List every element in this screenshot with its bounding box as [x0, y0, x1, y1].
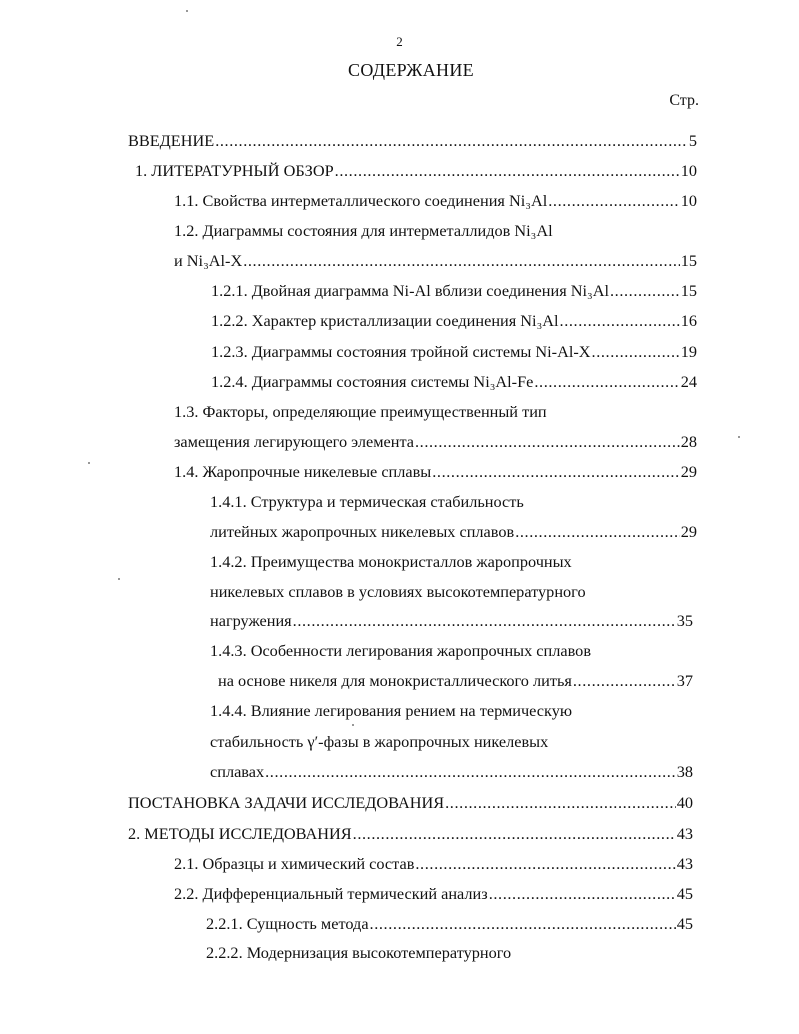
- toc-entry-title: на основе никеля для монокристаллического литья: [218, 671, 572, 690]
- toc-entry: [210, 700, 572, 722]
- toc-page-number: 5: [688, 131, 697, 150]
- toc-entry-title: 1.4.2. Преимущества монокристаллов жаропрочных: [210, 552, 572, 571]
- toc-entry-title: 1.2.4. Диаграммы состояния системы Ni₃Al-Fe: [211, 372, 534, 391]
- toc-entry: [210, 610, 693, 632]
- toc-entry: [135, 160, 697, 182]
- toc-entry: [206, 913, 693, 935]
- toc-entry-title: 1.4. Жаропрочные никелевые сплавы: [174, 462, 432, 481]
- toc-entry-title: 2.2. Дифференциальный термический анализ: [174, 884, 488, 903]
- dot-leader: [415, 431, 680, 453]
- toc-entry-title: нагружения: [210, 611, 292, 630]
- toc-page-number: 45: [676, 914, 693, 933]
- toc-entry: [211, 371, 697, 393]
- scan-speck: [186, 10, 188, 12]
- toc-entry: [218, 670, 693, 692]
- toc-page-number: 38: [676, 762, 693, 781]
- toc-page-number: 24: [680, 372, 697, 391]
- toc-page-number: 28: [680, 432, 697, 451]
- scan-speck: [352, 724, 354, 726]
- toc-entry-title: стабильность γ′-фазы в жаропрочных никелевых: [210, 732, 549, 751]
- toc-entry-title: сплавах: [210, 762, 265, 781]
- toc-entry: [211, 341, 697, 363]
- toc-entry: [174, 190, 697, 212]
- toc-page-number: 43: [676, 824, 693, 843]
- toc-entry: [210, 521, 697, 543]
- toc-entry: [210, 761, 693, 783]
- dot-leader: [548, 190, 679, 212]
- toc-page-number: 40: [676, 793, 693, 812]
- toc-entry-title: 1.2. Диаграммы состояния для интерметаллидов Ni₃Al: [174, 221, 553, 240]
- dot-leader: [592, 341, 680, 363]
- toc-entry-title: 2.1. Образцы и химический состав: [174, 854, 415, 873]
- dot-leader: [293, 610, 676, 632]
- toc-entry: [206, 942, 511, 964]
- dot-leader: [243, 250, 680, 272]
- dot-leader: [335, 160, 680, 182]
- toc-entry-title: 2. МЕТОДЫ ИССЛЕДОВАНИЯ: [128, 824, 352, 843]
- toc-page-number: 19: [680, 342, 697, 361]
- toc-entry-title: 1.3. Факторы, определяющие преимущественный тип: [174, 402, 547, 421]
- dot-leader: [515, 521, 680, 543]
- toc-entry: [174, 401, 547, 423]
- dot-leader: [353, 823, 676, 845]
- dot-leader: [560, 310, 680, 332]
- toc-page-number: 45: [676, 884, 693, 903]
- toc-page-number: 15: [680, 281, 697, 300]
- toc-page-number: 35: [676, 611, 693, 630]
- dot-leader: [370, 913, 676, 935]
- toc-entry: [211, 310, 697, 332]
- toc-entry: [174, 250, 697, 272]
- toc-page-number: 43: [676, 854, 693, 873]
- dot-leader: [265, 761, 676, 783]
- dot-leader: [445, 792, 676, 814]
- toc-page-number: 37: [676, 671, 693, 690]
- dot-leader: [489, 883, 676, 905]
- toc-entry-title: 1.4.1. Структура и термическая стабильность: [210, 492, 524, 511]
- toc-page-number: 29: [680, 462, 697, 481]
- toc-entry-title: никелевых сплавов в условиях высокотемпературного: [210, 582, 586, 601]
- toc-entry: [174, 883, 693, 905]
- toc-entry-title: 1. ЛИТЕРАТУРНЫЙ ОБЗОР: [135, 161, 334, 180]
- toc-page-number: 10: [680, 191, 697, 210]
- toc-page-number: 16: [680, 311, 697, 330]
- toc-entry: [174, 461, 697, 483]
- dot-leader: [215, 130, 688, 152]
- page-number: 2: [396, 34, 403, 49]
- toc-entry: [128, 792, 693, 814]
- toc-entry: [174, 431, 697, 453]
- toc-entry: [128, 130, 697, 152]
- toc-entry-title: 2.2.2. Модернизация высокотемпературного: [206, 943, 512, 962]
- toc-entry-title: ВВЕДЕНИЕ: [128, 131, 215, 150]
- toc-entry-title: 1.4.3. Особенности легирования жаропрочных сплавов: [210, 641, 592, 660]
- toc-entry: [174, 220, 553, 242]
- dot-leader: [610, 280, 680, 302]
- toc-page-number: 15: [680, 251, 697, 270]
- scan-speck: [738, 436, 740, 438]
- toc-entry: [210, 640, 591, 662]
- toc-entry-title: ПОСТАНОВКА ЗАДАЧИ ИССЛЕДОВАНИЯ: [128, 793, 445, 812]
- toc-entry-title: 1.2.2. Характер кристаллизации соединения Ni₃Al: [211, 311, 559, 330]
- toc-entry-title: 1.2.1. Двойная диаграмма Ni-Al вблизи соединения Ni₃Al: [211, 281, 609, 300]
- toc-entry-title: литейных жаропрочных никелевых сплавов: [210, 522, 515, 541]
- toc-entry-title: и Ni₃Al-X: [174, 251, 243, 270]
- toc-entry-title: 1.2.3. Диаграммы состояния тройной системы Ni-Al-X: [211, 342, 591, 361]
- toc-entry: [210, 551, 572, 573]
- toc-entry-title: 1.1. Свойства интерметаллического соединения Ni₃Al: [174, 191, 548, 210]
- toc-entry-title: 1.4.4. Влияние легирования рением на термическую: [210, 701, 573, 720]
- toc-entry: [174, 853, 693, 875]
- dot-leader: [573, 670, 676, 692]
- dot-leader: [432, 461, 679, 483]
- toc-entry: [128, 823, 693, 845]
- toc-entry-title: 2.2.1. Сущность метода: [206, 914, 369, 933]
- scan-speck: [118, 578, 120, 580]
- toc-page-number: 29: [680, 522, 697, 541]
- scan-speck: [88, 462, 90, 464]
- dot-leader: [534, 371, 679, 393]
- page-title: СОДЕРЖАНИЕ: [348, 60, 474, 80]
- page-column-label: Стр.: [669, 92, 699, 109]
- toc-entry-title: замещения легирующего элемента: [174, 432, 414, 451]
- toc-page-number: 10: [680, 161, 697, 180]
- dot-leader: [415, 853, 675, 875]
- toc-entry: [210, 491, 524, 513]
- toc-entry: [211, 280, 697, 302]
- toc-entry: [210, 581, 586, 603]
- toc-entry: [210, 731, 548, 753]
